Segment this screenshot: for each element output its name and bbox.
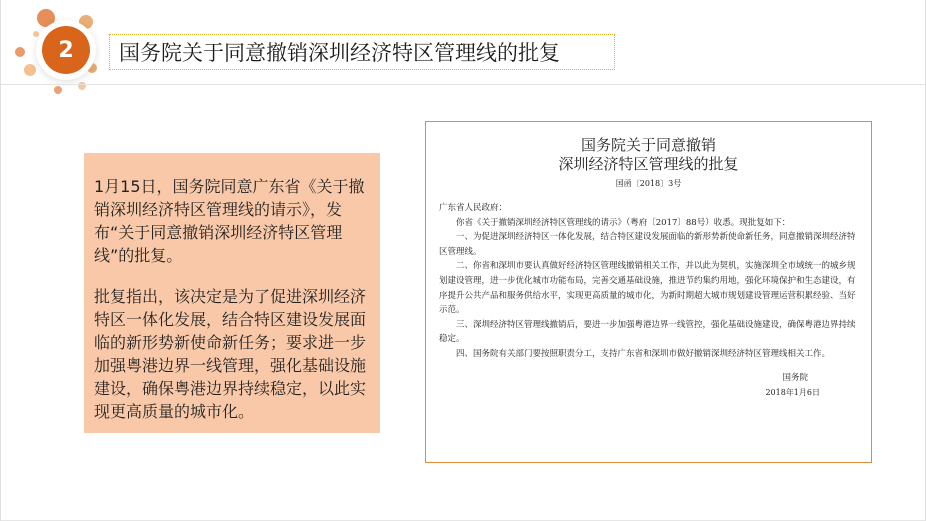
page-title: 国务院关于同意撤销深圳经济特区管理线的批复 (119, 41, 560, 65)
document-item-4: 四、国务院有关部门要按照职责分工，支持广东省和深圳市做好撤销深圳经济特区管理线相关工作。 (456, 348, 831, 359)
document-item-2: 二、你省和深圳市要认真做好经济特区管理线撤销相关工作，并以此为契机，实施深圳全市域统一的城乡规划建设管理，进一步优化城市功能布局，完善交通基础设施，推进节约集约用地，强化环境保护和生态建设，有序提升公共产品和服务供给水平，实现更高质量的城市化，为新时期超大城市规划建设管理运营积累经验、当好示范。 (439, 261, 856, 316)
summary-paragraph-1: 1月15日，国务院同意广东省《关于撤销深圳经济特区管理线的请示》，发布“关于同意撤销深圳经济特区管理线”的批复。 (94, 177, 365, 265)
document-signatory: 国务院 (782, 372, 808, 383)
summary-panel (84, 153, 380, 433)
section-number-badge (42, 26, 90, 74)
header-divider (0, 84, 926, 85)
document-image (425, 121, 872, 463)
left-border (0, 0, 1, 521)
document-item-1: 一、为促进深圳经济特区一体化发展，结合特区建设发展面临的新形势新使命新任务，同意撤销深圳经济特区管理线。 (439, 232, 856, 257)
page-title-box (109, 34, 615, 70)
document-opening: 你省《关于撤销深圳经济特区管理线的请示》（粤府〔2017〕88号）收悉。现批复如下： (456, 217, 791, 228)
document-title-line-1: 国务院关于同意撤销 (580, 136, 716, 154)
document-item-3: 三、深圳经济特区管理线撤销后，要进一步加强粤港边界一线管控，强化基础设施建设，确保粤港边界持续稳定。 (439, 319, 856, 345)
section-number: 2 (58, 37, 74, 63)
document-title-line-2: 深圳经济特区管理线的批复 (558, 155, 739, 173)
document-body (439, 201, 858, 362)
document-addressee: 广东省人民政府： (439, 203, 508, 213)
document-number: 国函〔2018〕3号 (615, 179, 682, 188)
document-title (439, 136, 858, 174)
document-date: 2018年1月6日 (765, 387, 820, 397)
summary-paragraph-2: 批复指出，该决定是为了促进深圳经济特区一体化发展，结合特区建设发展面临的新形势新使命新任务；要求进一步加强粤港边界一线管理，强化基础设施建设，确保粤港边界持续稳定，以此实现更高质量的城市化。 (94, 287, 367, 421)
